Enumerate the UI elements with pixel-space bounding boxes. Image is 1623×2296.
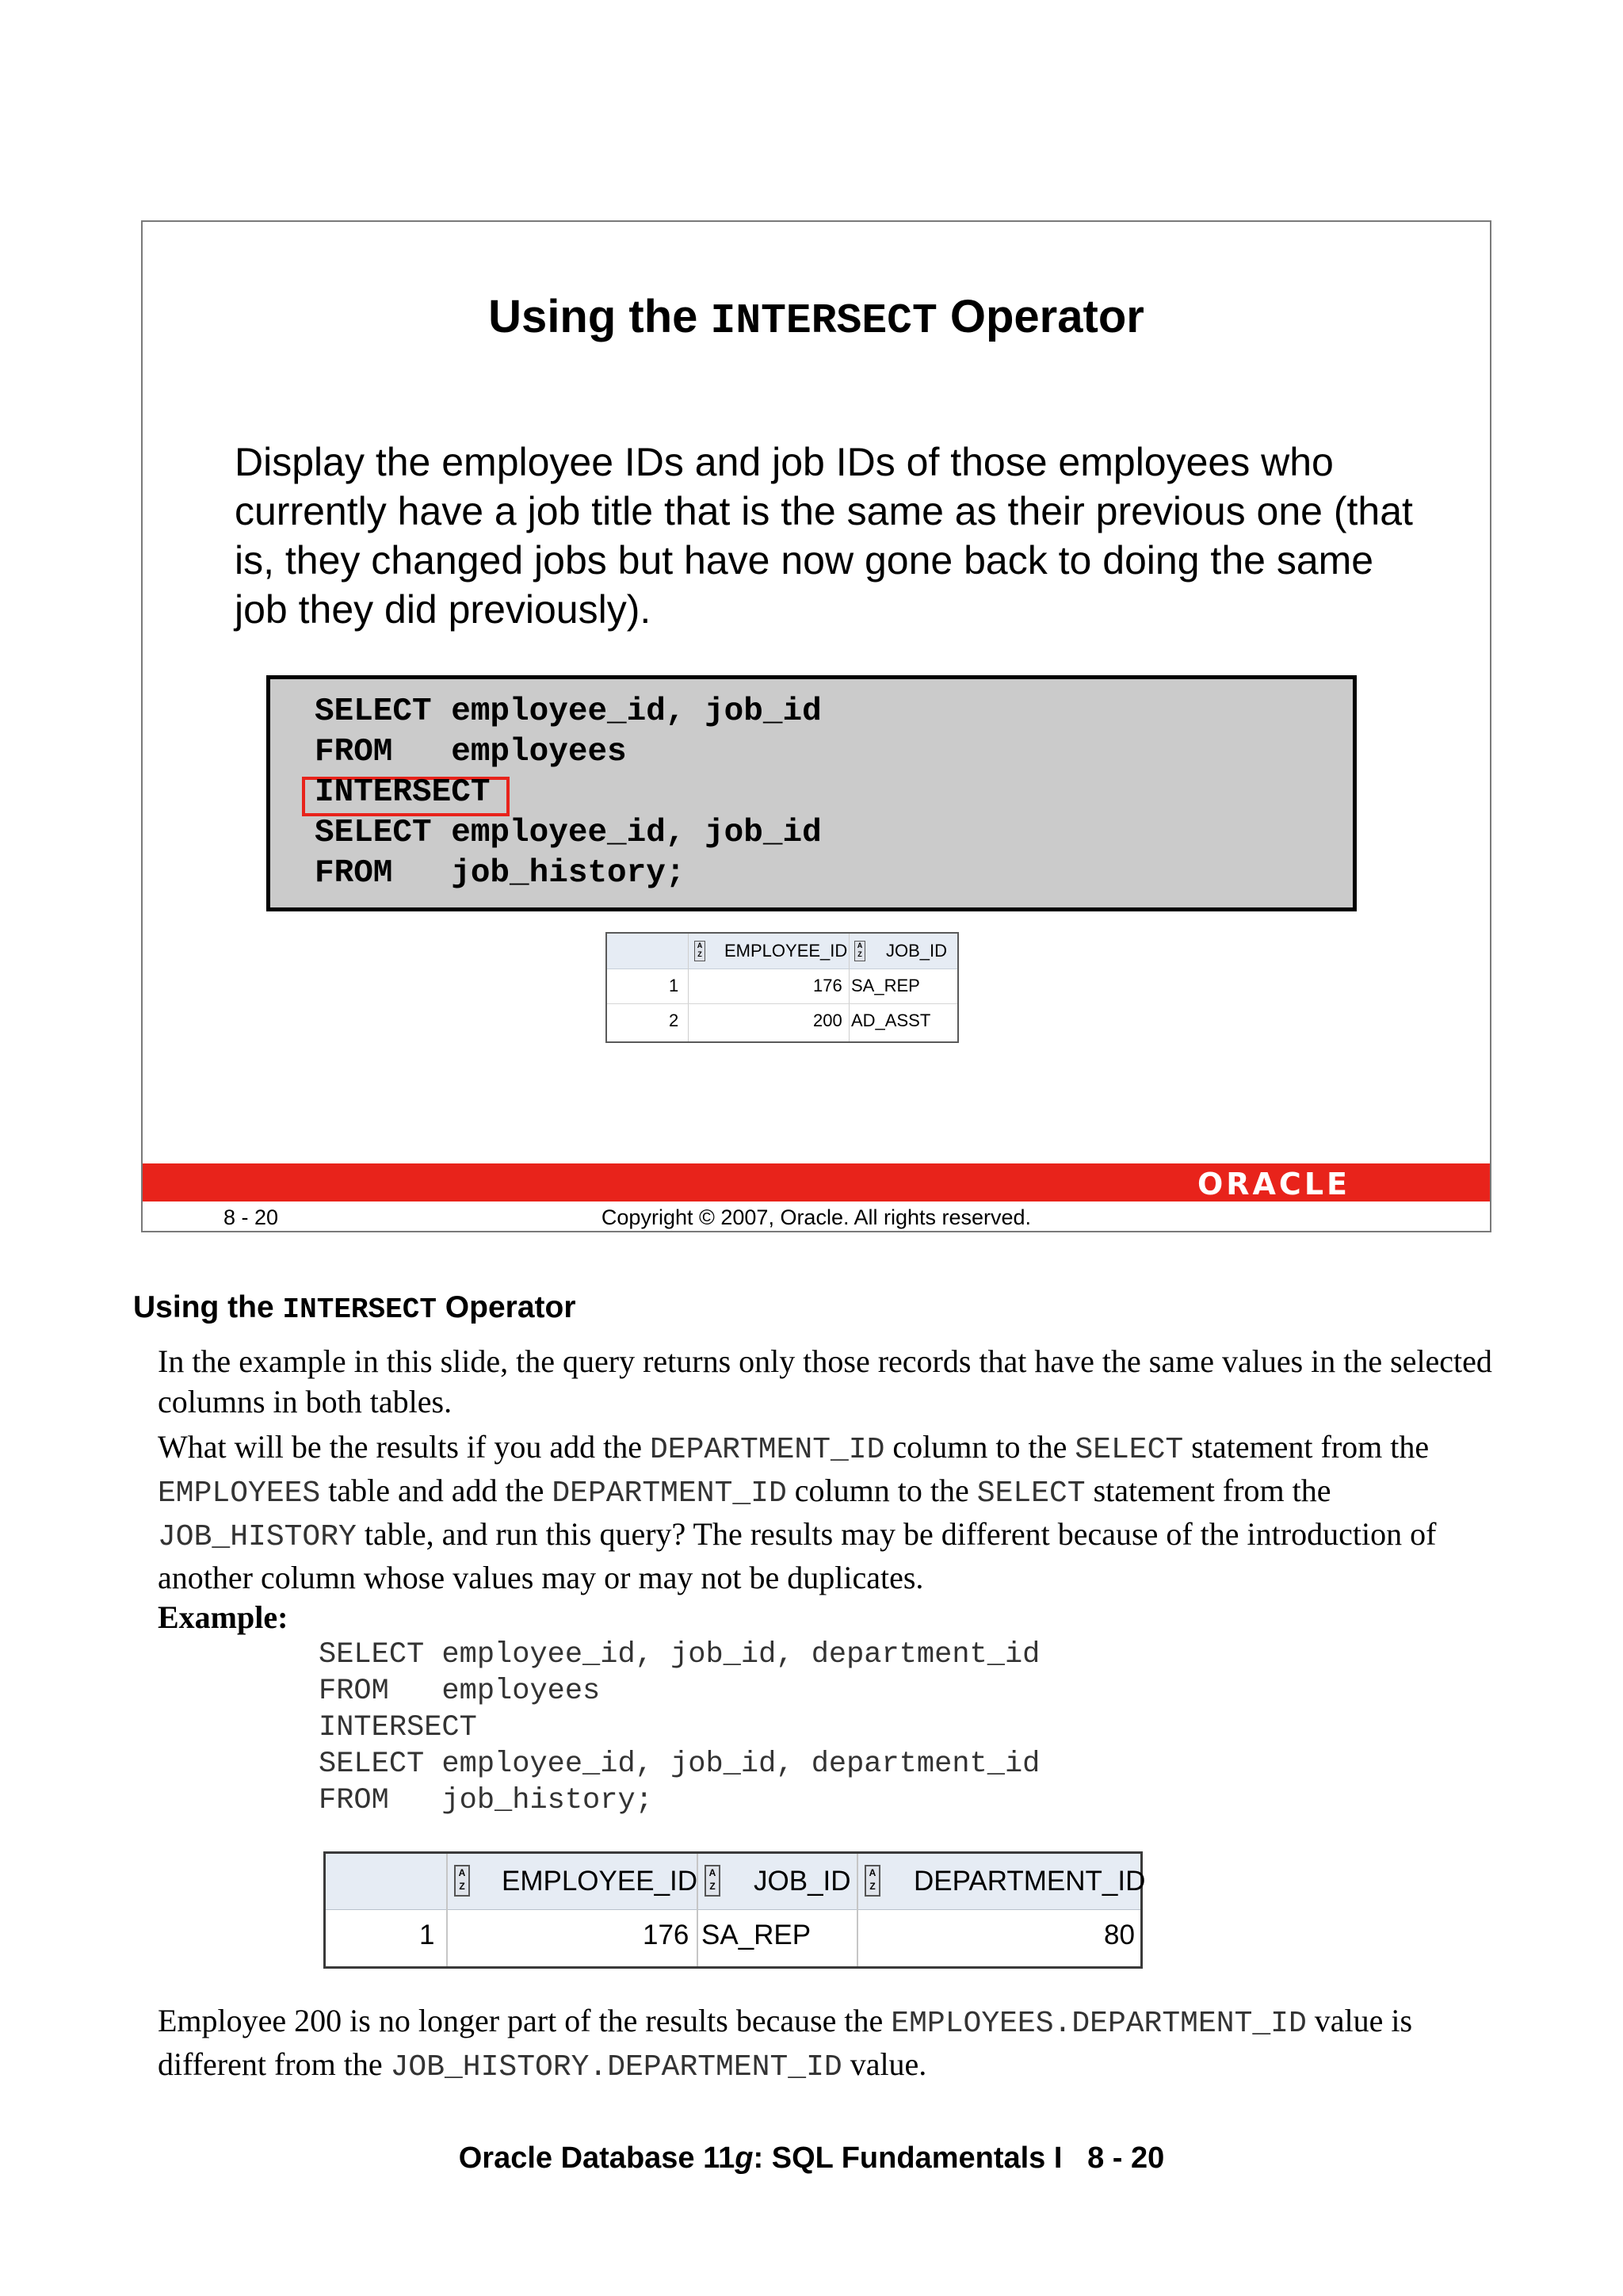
sort-icon[interactable]: A Z [694,941,705,961]
text: statement from the [1085,1473,1331,1508]
notes-paragraph-2 [158,1427,1505,1598]
code-line: INTERSECT [315,774,491,811]
inline-code: EMPLOYEES [158,1477,321,1511]
copyright: Copyright © 2007, Oracle. All rights reserved. [601,1205,1032,1229]
sort-icon[interactable]: A Z [454,1865,470,1897]
code-line: SELECT employee_id, job_id [315,815,822,851]
grid-col-divider [857,1854,858,1966]
text: column to the [786,1473,977,1508]
code-line: SELECT employee_id, job_id [315,693,822,730]
footer-text-end: : SQL Fundamentals I 8 - 20 [753,2141,1165,2175]
notes-heading-text-end: Operator [436,1290,576,1324]
inline-code: DEPARTMENT_ID [552,1477,787,1511]
row-number: 1 [669,976,679,995]
code-line: FROM job_history; [315,855,685,892]
inline-code: SELECT [976,1477,1086,1511]
notes-heading-code: INTERSECT [282,1293,437,1326]
grid-col-divider [849,934,850,1041]
row-number: 2 [669,1010,679,1030]
inline-code: DEPARTMENT_ID [649,1433,885,1467]
oracle-logo: ORACLE [1197,1167,1350,1201]
cell-employee-id: 200 [813,1010,842,1030]
footer-italic: g [735,2141,754,2175]
slide-result-grid [605,932,959,1043]
cell-job-id: SA_REP [701,1920,812,1950]
cell-job-id: SA_REP [851,976,920,995]
slide-description: Display the employee IDs and job IDs of those employees who currently have a job title that is the same as their previous one (that is, they changed jobs but have now gone back to doing the same job they did previously). [235,440,1413,632]
column-header-job-id[interactable]: JOB_ID [754,1866,851,1897]
slide-title-text-end: Operator [937,291,1144,342]
notes-paragraph-3 [158,2000,1505,2088]
sort-icon[interactable]: A Z [854,941,865,961]
sort-icon[interactable]: A Z [705,1865,720,1897]
cell-department-id: 80 [1104,1920,1135,1950]
cell-employee-id: 176 [813,976,842,995]
cell-employee-id: 176 [643,1920,689,1950]
notes-heading [133,1290,576,1326]
row-number: 1 [419,1920,435,1950]
example-label: Example: [158,1599,288,1635]
example-result-grid [323,1851,1146,1969]
grid-row-divider [607,1003,957,1004]
notes-paragraph-1: In the example in this slide, the query returns only those records that have the same values in the selected columns in both tables. [158,1343,1492,1419]
grid-col-divider [688,934,689,1041]
column-header-employee-id[interactable]: EMPLOYEE_ID [502,1866,698,1897]
text: statement from the [1183,1429,1430,1465]
example-code-line: FROM employees [319,1675,601,1708]
text: column to the [884,1429,1075,1465]
text: What will be the results if you add the [158,1429,650,1465]
example-code-line: FROM job_history; [319,1784,653,1817]
inline-code: SELECT [1075,1433,1184,1467]
column-header-employee-id[interactable]: EMPLOYEE_ID [724,941,848,961]
example-code-line: INTERSECT [319,1711,477,1744]
grid-col-divider [446,1854,448,1966]
inline-code: EMPLOYEES.DEPARTMENT_ID [891,2007,1307,2041]
slide-number: 8 - 20 [223,1205,279,1229]
page-footer [0,2141,1623,2176]
sql-code-box [266,675,1357,911]
slide-title-text: Using the [488,291,711,342]
footer-text: Oracle Database 11 [458,2141,735,2175]
inline-code: JOB_HISTORY.DEPARTMENT_ID [390,2050,842,2084]
example-code-line: SELECT employee_id, job_id, department_id [319,1748,1041,1781]
column-header-job-id[interactable]: JOB_ID [886,941,948,961]
slide-title [143,290,1490,345]
text: table, and run this query? The results may be different because of the introduction of another column whose values may or may not be duplicates. [158,1516,1437,1595]
text: Employee 200 is no longer part of the results because the [158,2003,892,2038]
text: value. [842,2046,927,2082]
example-code-line: SELECT employee_id, job_id, department_id [319,1638,1041,1671]
slide-title-code: INTERSECT [710,297,938,345]
column-header-department-id[interactable]: DEPARTMENT_ID [914,1866,1146,1897]
sort-icon[interactable]: A Z [865,1865,880,1897]
inline-code: JOB_HISTORY [158,1520,357,1554]
notes-heading-text: Using the [133,1290,283,1324]
cell-job-id: AD_ASST [851,1010,931,1030]
text: value is different from the [158,2003,1413,2082]
code-line: FROM employees [315,734,627,770]
slide [141,220,1491,1232]
text: table and add the [320,1473,552,1508]
